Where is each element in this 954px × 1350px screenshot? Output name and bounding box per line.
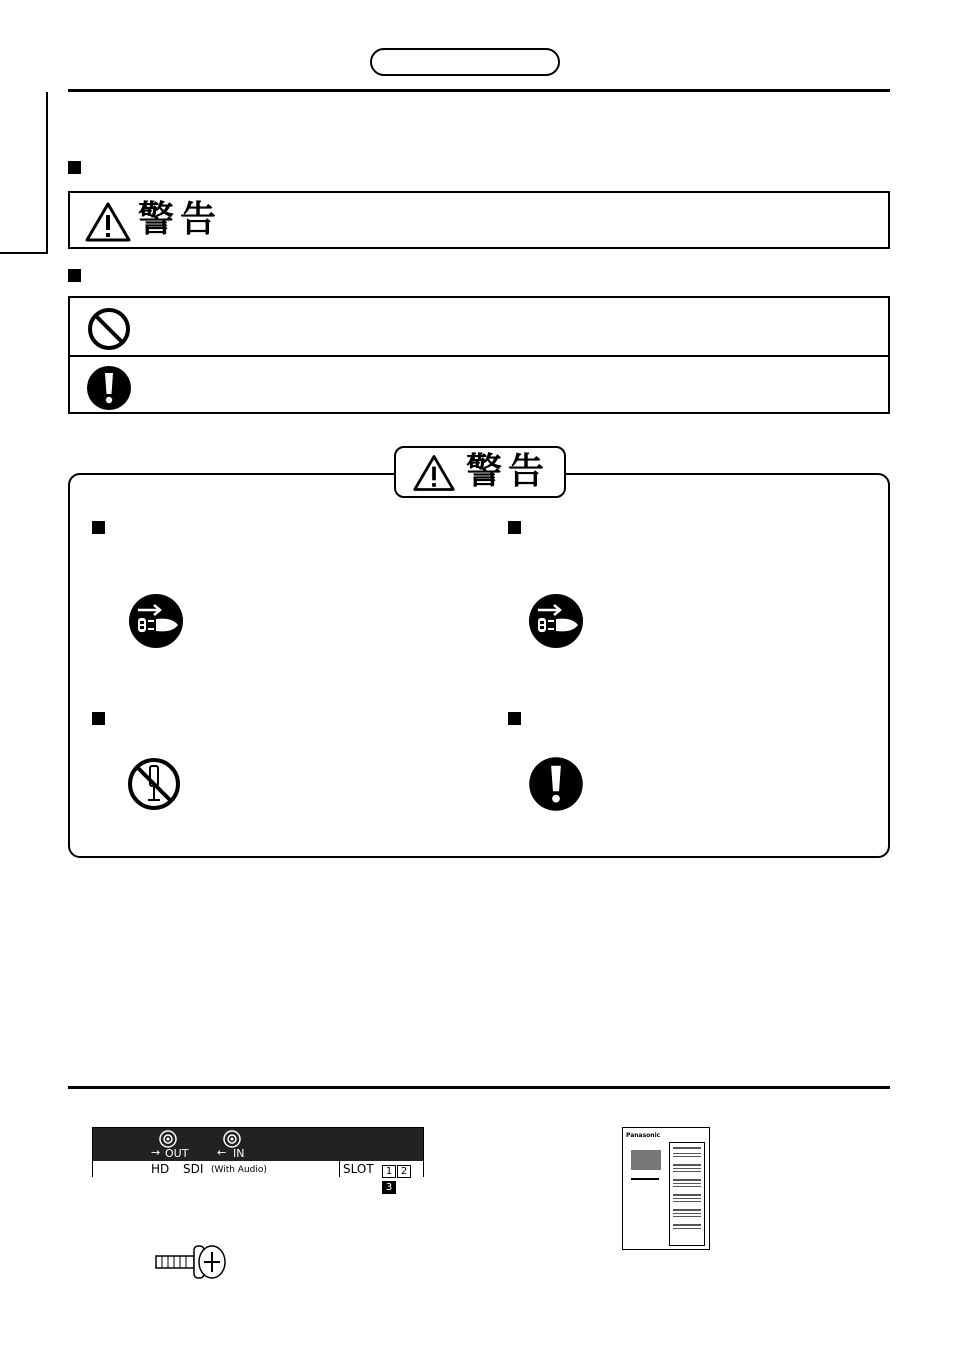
manual-icon xyxy=(622,1127,710,1250)
section-marker xyxy=(68,269,81,282)
in-label: IN xyxy=(233,1147,245,1160)
exclamation-icon xyxy=(86,365,132,411)
item-marker xyxy=(92,712,105,725)
symbol-legend xyxy=(68,296,890,414)
item-marker xyxy=(92,521,105,534)
sdi-board xyxy=(92,1127,424,1193)
slot-divider xyxy=(339,1161,340,1177)
in-arrow-icon: ← xyxy=(217,1146,227,1159)
unplug-icon xyxy=(128,593,184,649)
exclamation-icon xyxy=(528,756,584,812)
screw-icon xyxy=(154,1240,228,1284)
sdi-label: SDI xyxy=(183,1162,204,1176)
slot-number: 1 xyxy=(382,1165,396,1178)
side-tab xyxy=(0,92,48,254)
section-marker xyxy=(68,161,81,174)
bnc-connector-icon xyxy=(157,1130,179,1148)
unplug-icon xyxy=(528,593,584,649)
manual-cover-image xyxy=(631,1150,661,1170)
warning-label: 警告 xyxy=(138,199,223,240)
sdi-board-label xyxy=(93,1161,423,1193)
warning-panel-label: 警告 xyxy=(466,451,551,492)
slot-number-selected: 3 xyxy=(382,1181,396,1194)
bottom-rule xyxy=(68,1086,890,1089)
warning-panel-header xyxy=(394,446,566,498)
item-marker xyxy=(508,521,521,534)
slot-label: SLOT xyxy=(343,1162,374,1176)
header-pill xyxy=(370,48,560,76)
legend-divider xyxy=(70,355,888,357)
warning-panel xyxy=(68,473,890,858)
top-rule xyxy=(68,89,890,92)
manual-index xyxy=(669,1142,705,1246)
no-disassembly-icon xyxy=(126,756,182,812)
item-marker xyxy=(508,712,521,725)
audio-label: (With Audio) xyxy=(211,1165,267,1175)
warning-triangle-icon xyxy=(412,453,456,493)
out-label: OUT xyxy=(165,1147,189,1160)
sdi-board-panel xyxy=(93,1128,423,1161)
warning-banner xyxy=(68,191,890,249)
out-arrow-icon: → xyxy=(151,1146,161,1159)
prohibition-icon xyxy=(86,306,132,352)
hd-label: HD xyxy=(151,1162,170,1176)
manual-brand: Panasonic xyxy=(626,1132,661,1139)
warning-triangle-icon xyxy=(84,201,132,243)
slot-number: 2 xyxy=(397,1165,411,1178)
slot-numbers xyxy=(381,1162,423,1194)
manual-cover-line xyxy=(631,1178,659,1180)
